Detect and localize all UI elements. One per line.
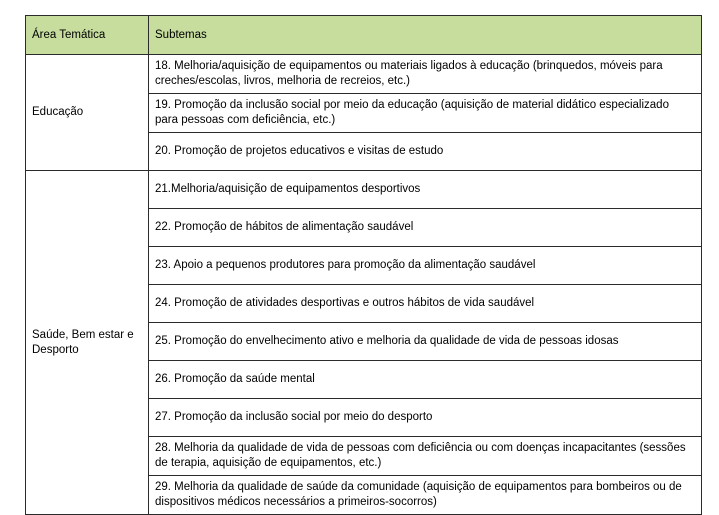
column-header-area-tematica: Área Temática <box>26 16 149 55</box>
subtema-item-24: 24. Promoção de atividades desportivas e outros hábitos de vida saudável <box>149 285 702 323</box>
subtema-item-19: 19. Promoção da inclusão social por meio da educação (aquisição de material didático especializado para pessoas com deficiência, etc.) <box>149 94 702 133</box>
column-header-subtemas: Subtemas <box>149 16 702 55</box>
subtema-item-27: 27. Promoção da inclusão social por meio do desporto <box>149 399 702 437</box>
subtema-item-25: 25. Promoção do envelhecimento ativo e melhoria da qualidade de vida de pessoas idosas <box>149 323 702 361</box>
subtema-item-22: 22. Promoção de hábitos de alimentação saudável <box>149 209 702 247</box>
area-label-saude-bem-estar-desporto: Saúde, Bem estar e Desporto <box>26 171 149 515</box>
subtema-item-29: 29. Melhoria da qualidade de saúde da comunidade (aquisição de equipamentos para bombeiros ou de dispositivos médicos necessários a primeiros-socorros) <box>149 476 702 515</box>
table-header-row <box>26 16 702 55</box>
table-row <box>26 55 702 94</box>
subtema-item-21: 21.Melhoria/aquisição de equipamentos desportivos <box>149 171 702 209</box>
subtema-item-18: 18. Melhoria/aquisição de equipamentos ou materiais ligados à educação (brinquedos, móveis para creches/escolas, livros, melhoria de recreios, etc.) <box>149 55 702 94</box>
table-row <box>26 171 702 209</box>
area-label-educacao: Educação <box>26 55 149 171</box>
subtema-item-23: 23. Apoio a pequenos produtores para promoção da alimentação saudável <box>149 247 702 285</box>
subtema-item-28: 28. Melhoria da qualidade de vida de pessoas com deficiência ou com doenças incapacitantes (sessões de terapia, aquisição de equipamentos, etc.) <box>149 437 702 476</box>
subtema-item-20: 20. Promoção de projetos educativos e visitas de estudo <box>149 133 702 171</box>
subtemas-table <box>25 15 702 515</box>
subtema-item-26: 26. Promoção da saúde mental <box>149 361 702 399</box>
